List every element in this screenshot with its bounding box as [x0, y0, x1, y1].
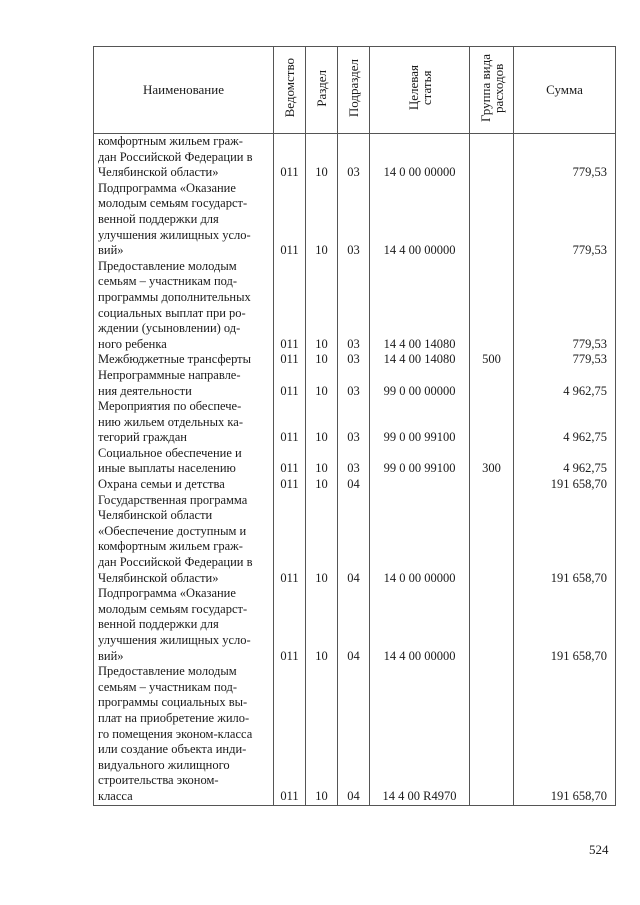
- row-name: [94, 477, 274, 493]
- row-gruppa: [470, 368, 514, 399]
- row-name-line: ждении (усыновлении) од-: [98, 321, 241, 336]
- row-name-line: вий»: [98, 648, 124, 663]
- row-summa: 191 658,70: [514, 477, 616, 493]
- row-razdel: 10: [306, 352, 338, 368]
- row-summa: 4 962,75: [514, 446, 616, 477]
- header-summa: Сумма: [514, 47, 616, 134]
- row-podrazdel: 03: [338, 446, 370, 477]
- row-name-line: ного ребенка: [98, 336, 167, 351]
- row-podrazdel: 04: [338, 477, 370, 493]
- table-row: [94, 181, 616, 259]
- table-row: [94, 446, 616, 477]
- row-summa: 4 962,75: [514, 368, 616, 399]
- header-name: Наименование: [94, 47, 274, 134]
- row-gruppa: [470, 399, 514, 446]
- header-vedomstvo: Ведомство: [274, 47, 306, 134]
- budget-table: [93, 46, 616, 806]
- row-name-line: дан Российской Федерации в: [98, 149, 253, 164]
- row-gruppa: 300: [470, 446, 514, 477]
- row-summa: 4 962,75: [514, 399, 616, 446]
- page-number: 524: [589, 842, 609, 857]
- header-gruppa: Группа вида расходов: [470, 47, 514, 134]
- row-podrazdel: 03: [338, 181, 370, 259]
- row-name-line: Межбюджетные трансферты: [98, 352, 252, 367]
- row-name-line: или создание объекта инди-: [98, 742, 247, 757]
- row-vedomstvo: 011: [274, 259, 306, 353]
- row-name-line: строительства эконом-: [98, 773, 219, 788]
- row-summa: 191 658,70: [514, 493, 616, 587]
- row-name: [94, 134, 274, 181]
- row-gruppa: [470, 477, 514, 493]
- row-summa: 191 658,70: [514, 664, 616, 805]
- row-name-line: иные выплаты населению: [98, 461, 236, 476]
- row-summa: 779,53: [514, 352, 616, 368]
- row-name: [94, 446, 274, 477]
- row-name: [94, 493, 274, 587]
- row-vedomstvo: 011: [274, 181, 306, 259]
- row-podrazdel: 04: [338, 493, 370, 587]
- row-name: [94, 586, 274, 664]
- table-row: [94, 586, 616, 664]
- row-name-line: Социальное обеспечение и: [98, 445, 242, 460]
- row-name-line: комфортным жильем граж-: [98, 539, 243, 554]
- row-name-line: ния деятельности: [98, 383, 192, 398]
- row-gruppa: [470, 181, 514, 259]
- row-name-line: семьям – участникам под-: [98, 679, 238, 694]
- table-header-row: [94, 47, 616, 134]
- header-razdel: Раздел: [306, 47, 338, 134]
- row-razdel: 10: [306, 181, 338, 259]
- row-celevaya: 14 0 00 00000: [370, 134, 470, 181]
- row-gruppa: 500: [470, 352, 514, 368]
- table-row: [94, 399, 616, 446]
- row-celevaya: 14 0 00 00000: [370, 493, 470, 587]
- row-razdel: 10: [306, 664, 338, 805]
- row-name-line: Челябинской области»: [98, 165, 219, 180]
- table-row: [94, 493, 616, 587]
- row-razdel: 10: [306, 259, 338, 353]
- row-name-line: семьям – участникам под-: [98, 274, 238, 289]
- header-celevaya: Целевая статья: [370, 47, 470, 134]
- row-name-line: Челябинской области»: [98, 570, 219, 585]
- row-vedomstvo: 011: [274, 352, 306, 368]
- row-razdel: 10: [306, 493, 338, 587]
- row-name-line: программы дополнительных: [98, 289, 251, 304]
- row-name-line: класса: [98, 788, 133, 803]
- row-vedomstvo: 011: [274, 399, 306, 446]
- row-name-line: молодым семьям государст-: [98, 601, 248, 616]
- table-row: [94, 368, 616, 399]
- row-name-line: Мероприятия по обеспече-: [98, 399, 242, 414]
- row-celevaya: 14 4 00 R4970: [370, 664, 470, 805]
- row-podrazdel: 03: [338, 134, 370, 181]
- row-razdel: 10: [306, 477, 338, 493]
- row-celevaya: 14 4 00 00000: [370, 586, 470, 664]
- row-name-line: Предоставление молодым: [98, 258, 237, 273]
- row-celevaya: 14 4 00 00000: [370, 181, 470, 259]
- row-razdel: 10: [306, 586, 338, 664]
- row-celevaya: 14 4 00 14080: [370, 352, 470, 368]
- header-podrazdel: Подраздел: [338, 47, 370, 134]
- row-name-line: нию жильем отдельных ка-: [98, 414, 243, 429]
- row-name-line: Подпрограмма «Оказание: [98, 180, 236, 195]
- row-name-line: Челябинской области: [98, 508, 213, 523]
- row-summa: 779,53: [514, 134, 616, 181]
- row-name-line: Охрана семьи и детства: [98, 477, 225, 492]
- row-celevaya: 99 0 00 99100: [370, 399, 470, 446]
- row-name-line: улучшения жилищных усло-: [98, 227, 251, 242]
- row-podrazdel: 03: [338, 259, 370, 353]
- row-name-line: Подпрограмма «Оказание: [98, 586, 236, 601]
- row-name-line: дан Российской Федерации в: [98, 555, 253, 570]
- row-name: [94, 664, 274, 805]
- row-name: [94, 399, 274, 446]
- row-gruppa: [470, 586, 514, 664]
- row-name-line: венной поддержки для: [98, 617, 219, 632]
- row-podrazdel: 04: [338, 586, 370, 664]
- row-name-line: тегорий граждан: [98, 430, 187, 445]
- row-razdel: 10: [306, 368, 338, 399]
- row-name-line: комфортным жильем граж-: [98, 134, 243, 148]
- table-body: [94, 134, 616, 806]
- row-vedomstvo: 011: [274, 586, 306, 664]
- row-vedomstvo: 011: [274, 134, 306, 181]
- table-row: [94, 259, 616, 353]
- row-razdel: 10: [306, 446, 338, 477]
- table-row: [94, 352, 616, 368]
- row-summa: 779,53: [514, 181, 616, 259]
- table-row: [94, 134, 616, 181]
- row-summa: 191 658,70: [514, 586, 616, 664]
- row-name: [94, 352, 274, 368]
- row-vedomstvo: 011: [274, 446, 306, 477]
- row-name-line: улучшения жилищных усло-: [98, 633, 251, 647]
- row-name-line: видуального жилищного: [98, 757, 230, 772]
- row-name-line: социальных выплат при ро-: [98, 305, 246, 320]
- budget-table-sheet: [93, 46, 615, 806]
- row-celevaya: 99 0 00 99100: [370, 446, 470, 477]
- row-name-line: венной поддержки для: [98, 211, 219, 226]
- row-name-line: «Обеспечение доступным и: [98, 523, 247, 538]
- row-vedomstvo: 011: [274, 664, 306, 805]
- row-summa: 779,53: [514, 259, 616, 353]
- row-vedomstvo: 011: [274, 493, 306, 587]
- row-podrazdel: 03: [338, 399, 370, 446]
- row-podrazdel: 03: [338, 368, 370, 399]
- row-gruppa: [470, 493, 514, 587]
- table-row: [94, 664, 616, 805]
- row-name-line: молодым семьям государст-: [98, 196, 248, 211]
- row-vedomstvo: 011: [274, 368, 306, 399]
- row-razdel: 10: [306, 134, 338, 181]
- row-name-line: вий»: [98, 243, 124, 258]
- row-name-line: плат на приобретение жило-: [98, 710, 250, 725]
- row-gruppa: [470, 259, 514, 353]
- row-celevaya: [370, 477, 470, 493]
- row-podrazdel: 03: [338, 352, 370, 368]
- row-name-line: го помещения эконом-класса: [98, 726, 253, 741]
- row-name-line: программы социальных вы-: [98, 695, 248, 710]
- row-name-line: Государственная программа: [98, 492, 248, 507]
- row-gruppa: [470, 664, 514, 805]
- row-name-line: Непрограммные направле-: [98, 367, 241, 382]
- row-vedomstvo: 011: [274, 477, 306, 493]
- row-celevaya: 14 4 00 14080: [370, 259, 470, 353]
- row-name: [94, 181, 274, 259]
- row-name: [94, 368, 274, 399]
- row-podrazdel: 04: [338, 664, 370, 805]
- table-row: [94, 477, 616, 493]
- row-gruppa: [470, 134, 514, 181]
- row-name-line: Предоставление молодым: [98, 664, 237, 679]
- row-razdel: 10: [306, 399, 338, 446]
- row-name: [94, 259, 274, 353]
- row-celevaya: 99 0 00 00000: [370, 368, 470, 399]
